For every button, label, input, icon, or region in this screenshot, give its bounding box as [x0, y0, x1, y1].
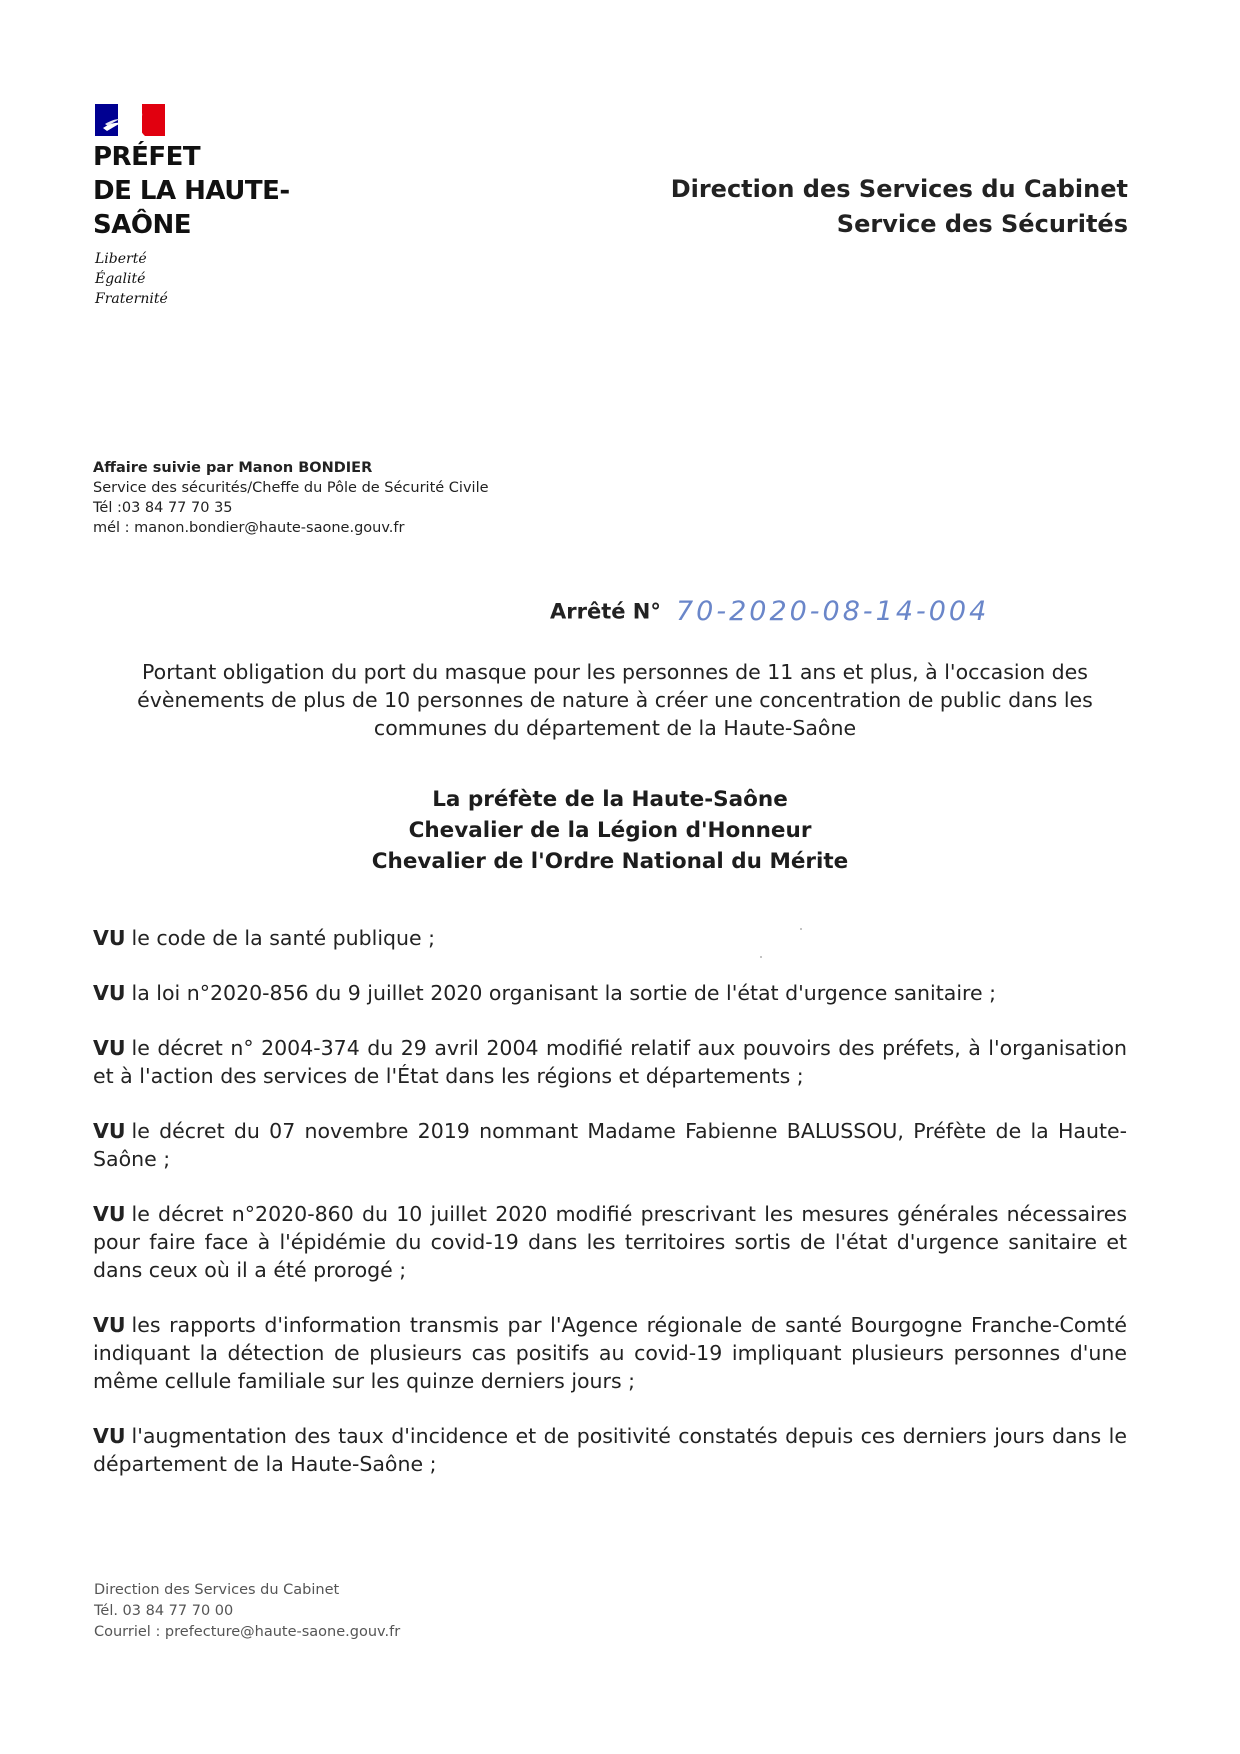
visa-text: le code de la santé publique ;: [131, 926, 436, 950]
visa-vu: VU: [93, 1119, 126, 1143]
visa-text: la loi n°2020-856 du 9 juillet 2020 organisant la sortie de l'état d'urgence sanitaire ;: [131, 981, 997, 1005]
issuing-direction: [568, 172, 1128, 242]
title-line: Chevalier de l'Ordre National du Mérite: [371, 849, 849, 874]
arrete-label: Arrêté N°: [550, 599, 661, 624]
visa-paragraph: [93, 1200, 1127, 1284]
visa-paragraph: [93, 924, 1127, 952]
contact-phone: Tél :03 84 77 70 35: [93, 500, 233, 516]
arrete-number-handwritten: 70-2020-08-14-004: [675, 596, 990, 627]
contact-service: Service des sécurités/Cheffe du Pôle de Sécurité Civile: [93, 480, 489, 496]
contact-name: Affaire suivie par Manon BONDIER: [93, 460, 373, 476]
visa-paragraph: [93, 1311, 1127, 1395]
prefet-line: PRÉFET: [93, 142, 201, 172]
visa-vu: VU: [93, 1424, 126, 1448]
title-line: Chevalier de la Légion d'Honneur: [408, 818, 812, 843]
motto-line: Fraternité: [95, 291, 168, 307]
visa-text: l'augmentation des taux d'incidence et de positivité constatés depuis ces derniers jours dans le département de la Haute-Saône ;: [93, 1424, 1127, 1476]
visa-paragraph: [93, 1117, 1127, 1173]
title-line: La préfète de la Haute-Saône: [432, 787, 788, 812]
visa-text: le décret n°2020-860 du 10 juillet 2020 modifié prescrivant les mesures générales nécessaires pour faire face à l'épidémie du covid-19 dans les territoires sortis de l'état d'urgence sanitaire et dans ceux où il a été prorogé ;: [93, 1202, 1127, 1282]
prefete-titles: [300, 784, 920, 877]
direction-line: Direction des Services du Cabinet: [670, 175, 1128, 203]
prefet-line: SAÔNE: [93, 210, 191, 240]
visa-text: le décret du 07 novembre 2019 nommant Madame Fabienne BALUSSOU, Préfète de la Haute-Saône ;: [93, 1119, 1127, 1171]
prefet-line: DE LA HAUTE-: [93, 176, 290, 206]
visas-list: [93, 924, 1127, 1505]
scan-speck: [760, 956, 762, 958]
contact-email: mél : manon.bondier@haute-saone.gouv.fr: [93, 520, 405, 536]
visa-paragraph: [93, 979, 1127, 1007]
arrete-heading: [550, 596, 989, 632]
motto-line: Égalité: [95, 271, 146, 287]
footer-phone: Tél. 03 84 77 70 00: [94, 1603, 234, 1619]
visa-paragraph: [93, 1422, 1127, 1478]
visa-paragraph: [93, 1034, 1127, 1090]
service-line: Service des Sécurités: [836, 210, 1128, 238]
visa-vu: VU: [93, 1036, 126, 1060]
marianne-logo-icon: [95, 104, 165, 136]
visa-vu: VU: [93, 981, 126, 1005]
motto-line: Liberté: [95, 251, 147, 267]
visa-vu: VU: [93, 926, 126, 950]
footer-direction: Direction des Services du Cabinet: [94, 1582, 340, 1598]
footer-email: Courriel : prefecture@haute-saone.gouv.fr: [94, 1624, 401, 1640]
visa-text: le décret n° 2004-374 du 29 avril 2004 modifié relatif aux pouvoirs des préfets, à l'organisation et à l'action des services de l'État dans les régions et départements ;: [93, 1036, 1127, 1088]
visa-vu: VU: [93, 1202, 126, 1226]
arrete-subject: Portant obligation du port du masque pour les personnes de 11 ans et plus, à l'occasion des évènements de plus de 10 personnes de nature à créer une concentration de public dans les communes du département de la Haute-Saône: [137, 660, 1093, 740]
visa-vu: VU: [93, 1313, 126, 1337]
prefet-title: [93, 140, 333, 242]
page-footer: [94, 1580, 400, 1643]
scan-speck: [800, 928, 802, 930]
visa-text: les rapports d'information transmis par l'Agence régionale de santé Bourgogne Franche-Comté indiquant la détection de plusieurs cas positifs au covid-19 impliquant plusieurs personnes d'une même cellule familiale sur les quinze derniers jours ;: [93, 1313, 1127, 1393]
contact-block: [93, 458, 489, 538]
republic-motto: [95, 249, 168, 309]
